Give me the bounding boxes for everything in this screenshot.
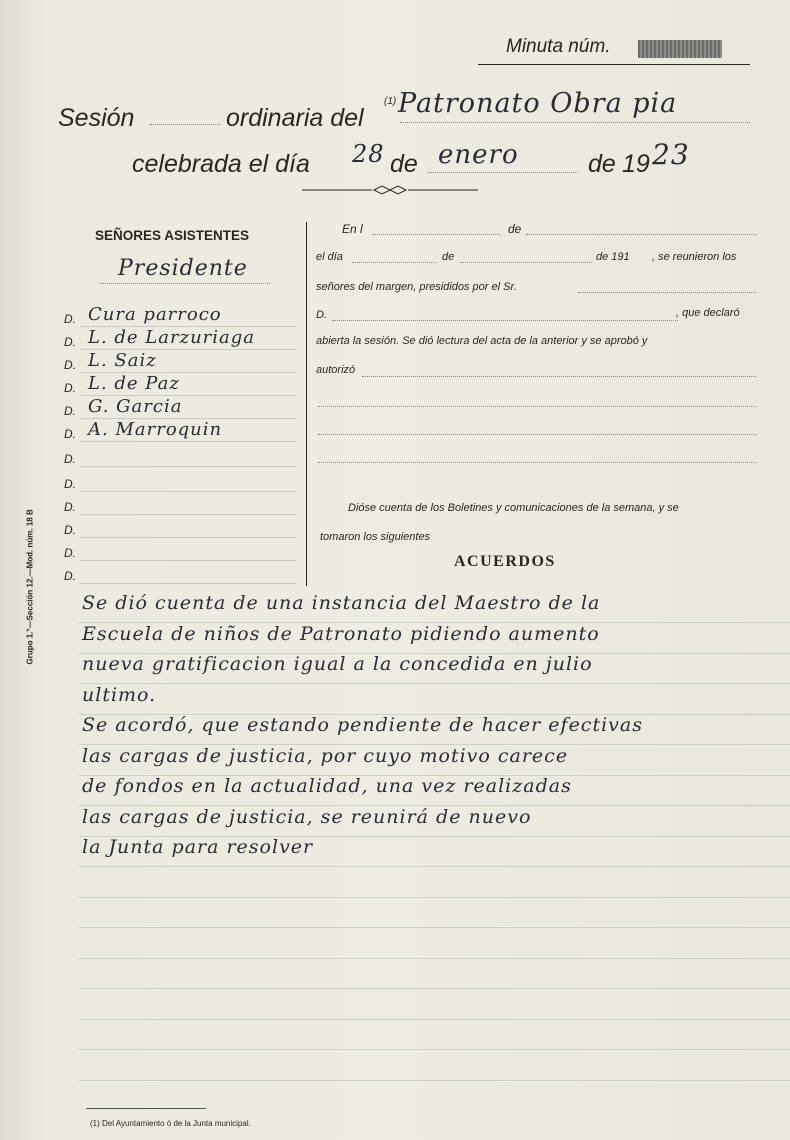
member-d-label: D. [64, 427, 76, 441]
diose-line-1: Dióse cuenta de los Boletines y comunicaciones de la semana, y se [348, 502, 679, 514]
handwritten-line: Se acordó, que estando pendiente de hacer efectivas [82, 714, 643, 736]
minutes-abierta-label: abierta la sesión. Se dió lectura del acta de la anterior y se aprobó y [316, 335, 648, 347]
minutes-d-label: D. [316, 309, 327, 321]
celebrada-label: celebrada el día [132, 150, 310, 178]
handwritten-line: ultimo. [82, 683, 157, 706]
member-d-label: D. [64, 523, 76, 537]
handwritten-line: las cargas de justicia, se reunirá de nuevo [82, 805, 532, 828]
member-d-label: D. [64, 335, 76, 349]
ruled-line [78, 866, 790, 867]
member-name: L. Saiz [88, 350, 157, 371]
member-d-label: D. [64, 569, 76, 583]
member-name: L. de Paz [88, 373, 180, 394]
minutes-dots-7 [318, 406, 756, 407]
minuta-number-redacted [638, 40, 722, 58]
member-d-label: D. [64, 404, 76, 418]
ruled-line [78, 927, 790, 928]
ruled-line [78, 988, 790, 989]
member-name: A. Marroquin [88, 419, 223, 440]
ordinaria-label: ordinaria del [226, 104, 364, 132]
sesion-dots [150, 124, 220, 125]
minutes-dots-2b [460, 262, 592, 263]
footnote-ref: (1) [384, 96, 397, 107]
form-reference-vertical: Grupo 1.°—Sección 12.—Mod. núm. 18 B [25, 509, 35, 665]
ornament-divider [302, 184, 478, 196]
member-line [80, 560, 296, 561]
presidente-handwritten: Presidente [118, 256, 248, 281]
footnote: (1) Del Ayuntamiento ó de la Junta municipal. [90, 1119, 251, 1128]
year-print: 19 [622, 150, 650, 178]
minutes-reunieron-label: , se reunieron los [652, 251, 737, 263]
handwritten-line: de fondos en la actualidad, una vez realizadas [82, 775, 572, 797]
minutes-dia-label: el día [316, 251, 343, 263]
minutes-dots-1a [372, 234, 500, 235]
handwritten-line: las cargas de justicia, por cuyo motivo carece [82, 744, 569, 767]
day-handwritten: 28 [352, 140, 385, 168]
handwritten-line: nueva gratificacion igual a la concedida en julio [82, 653, 593, 675]
acuerdos-heading: ACUERDOS [454, 553, 556, 570]
member-d-label: D. [64, 452, 76, 466]
handwritten-line: la Junta para resolver [82, 836, 314, 858]
member-line [80, 466, 296, 467]
ruled-line [78, 1080, 790, 1081]
minutes-autorizo-label: autorizó [316, 364, 356, 376]
minutes-dots-9 [318, 462, 756, 463]
minutes-dots-1b [526, 234, 756, 235]
minutes-dots-6 [362, 376, 756, 377]
member-line [80, 491, 296, 492]
month-dots [428, 172, 578, 173]
member-line [80, 583, 296, 584]
handwritten-line: Se dió cuenta de una instancia del Maestro de la [82, 592, 601, 614]
minutes-dots-3 [578, 292, 756, 293]
member-d-label: D. [64, 381, 76, 395]
asistentes-heading: SEÑORES ASISTENTES [95, 228, 250, 243]
member-d-label: D. [64, 546, 76, 560]
member-d-label: D. [64, 358, 76, 372]
member-d-label: D. [64, 500, 76, 514]
member-name: L. de Larzuriaga [88, 327, 256, 348]
member-line [80, 441, 296, 442]
sesion-label: Sesión [58, 104, 135, 132]
member-d-label: D. [64, 477, 76, 491]
minutes-en-label: En l [342, 222, 363, 236]
column-divider [306, 222, 307, 586]
member-name: Cura parroco [88, 304, 222, 325]
member-d-label: D. [64, 312, 76, 326]
ruled-line [78, 1019, 790, 1020]
minutes-dots-2a [352, 262, 436, 263]
year-handwritten: 23 [652, 138, 690, 171]
ruled-line [78, 1049, 790, 1050]
handwritten-line: Escuela de niños de Patronato pidiendo aumento [82, 622, 600, 645]
minutes-dots-8 [318, 434, 756, 435]
de-label-1: de [390, 150, 418, 178]
minutes-senores-label: señores del margen, presididos por el Sr. [316, 281, 517, 293]
footnote-rule [86, 1108, 206, 1109]
month-handwritten: enero [438, 140, 519, 170]
entity-handwritten: Patronato Obra pia [398, 88, 678, 119]
minuta-rule [478, 64, 750, 65]
ruled-line [78, 897, 790, 898]
minuta-label: Minuta núm. [506, 36, 611, 57]
presidente-dots [100, 283, 270, 284]
member-name: G. Garcia [88, 396, 183, 417]
minutes-dots-4 [332, 320, 678, 321]
member-line [80, 537, 296, 538]
diose-line-2: tomaron los siguientes [320, 531, 431, 543]
member-line [80, 514, 296, 515]
minutes-declaro-label: , que declaró [676, 307, 740, 319]
ruled-line [78, 683, 790, 684]
ruled-line [78, 958, 790, 959]
minutes-de-label-2: de [442, 251, 455, 263]
minutes-de-label-1: de [508, 222, 522, 236]
entity-dots [400, 122, 750, 123]
minutes-year-label: de 191 [596, 251, 630, 263]
de-label-2: de [588, 150, 616, 178]
